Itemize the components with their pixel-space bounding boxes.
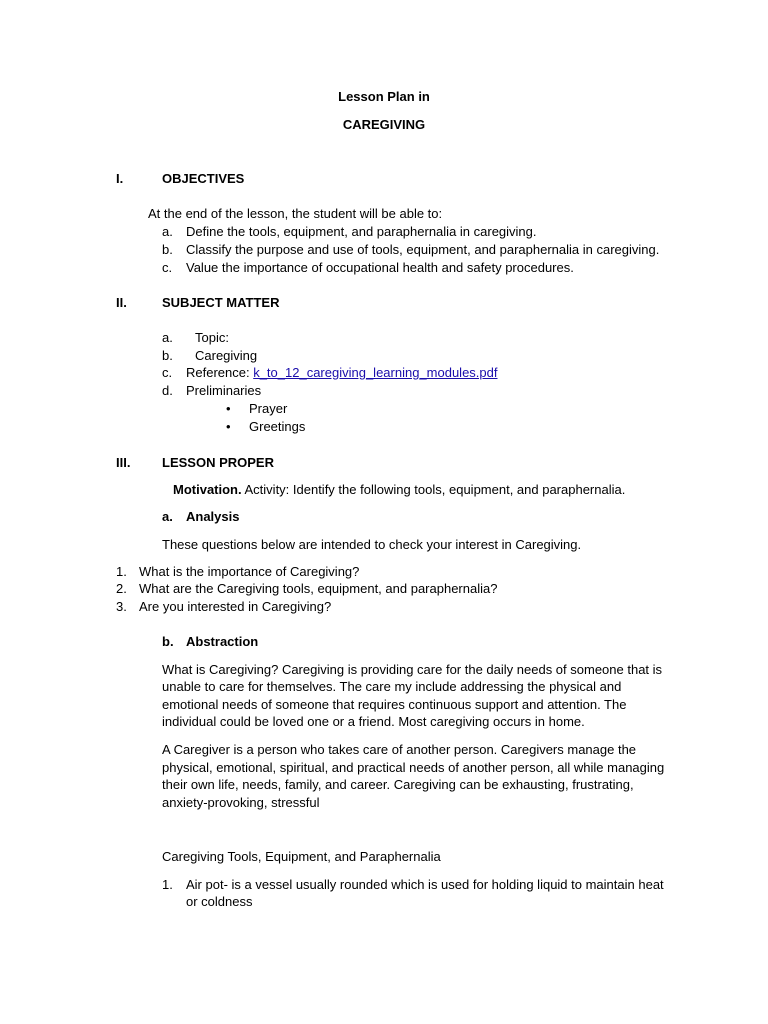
paragraph-line: physical, emotional, spiritual, and practical needs of another person, all while managing — [162, 760, 665, 775]
motivation-label: Motivation. — [173, 482, 242, 497]
paragraph-line: A Caregiver is a person who takes care of another person. Caregivers manage the — [162, 742, 637, 757]
paragraph-line: anxiety-provoking, stressful — [162, 795, 320, 810]
objective-item: Define the tools, equipment, and paraphernalia in caregiving. — [186, 224, 537, 239]
subject-item: Topic: — [195, 330, 229, 345]
list-marker: b. — [162, 242, 173, 257]
objectives-intro: At the end of the lesson, the student will be able to: — [148, 206, 443, 221]
question-item: Are you interested in Caregiving? — [139, 599, 332, 614]
list-marker: a. — [162, 224, 173, 239]
subsection-marker: a. — [162, 509, 173, 524]
list-marker: c. — [162, 365, 173, 380]
question-item: What are the Caregiving tools, equipment, and paraphernalia? — [139, 581, 498, 596]
analysis-intro: These questions below are intended to check your interest in Caregiving. — [162, 537, 582, 552]
list-marker: d. — [162, 383, 173, 398]
list-marker: b. — [162, 348, 173, 363]
section-numeral: III. — [116, 455, 131, 470]
subsection-marker: b. — [162, 634, 174, 649]
section-heading-objectives: OBJECTIVES — [162, 171, 245, 186]
subject-item: Preliminaries — [186, 383, 262, 398]
list-marker: a. — [162, 330, 173, 345]
subject-item: Caregiving — [195, 348, 258, 363]
list-marker: 2. — [116, 581, 127, 596]
paragraph-line: individual could be loved one or a friend. Most caregiving occurs in home. — [162, 714, 585, 729]
paragraph-line: emotional needs of someone that requires continuous support and attention. The — [162, 697, 627, 712]
section-heading-lesson-proper: LESSON PROPER — [162, 455, 274, 470]
subsection-heading-abstraction: Abstraction — [186, 634, 259, 649]
list-marker: 3. — [116, 599, 127, 614]
doc-title: Lesson Plan in — [338, 89, 430, 104]
list-marker: 1. — [162, 877, 173, 892]
bullet-item: Greetings — [249, 419, 306, 434]
tools-heading: Caregiving Tools, Equipment, and Paraphernalia — [162, 849, 441, 864]
tool-item-line: Air pot- is a vessel usually rounded which is used for holding liquid to maintain heat — [186, 877, 664, 892]
paragraph-line: their own life, needs, family, and career. Caregiving can be exhausting, frustrating, — [162, 777, 634, 792]
bullet-icon: • — [226, 401, 231, 416]
doc-subject-title: CAREGIVING — [342, 117, 426, 132]
list-marker: 1. — [116, 564, 127, 579]
paragraph-line: unable to care for themselves. The care my include addressing the physical and — [162, 679, 622, 694]
subject-item-reference — [186, 364, 498, 381]
section-numeral: I. — [116, 171, 124, 186]
motivation-line — [173, 481, 625, 498]
list-marker: c. — [162, 260, 173, 275]
objective-item: Classify the purpose and use of tools, equipment, and paraphernalia in caregiving. — [186, 242, 660, 257]
question-item: What is the importance of Caregiving? — [139, 564, 360, 579]
bullet-item: Prayer — [249, 401, 288, 416]
paragraph-line: What is Caregiving? Caregiving is providing care for the daily needs of someone that is — [162, 662, 663, 677]
reference-link[interactable]: k_to_12_caregiving_learning_modules.pdf — [253, 365, 498, 380]
motivation-text: Activity: Identify the following tools, equipment, and paraphernalia. — [241, 482, 626, 497]
section-numeral: II. — [116, 295, 127, 310]
bullet-icon: • — [226, 419, 231, 434]
tool-item-line: or coldness — [186, 894, 253, 909]
section-heading-subject-matter: SUBJECT MATTER — [162, 295, 280, 310]
reference-label: Reference: — [186, 365, 254, 380]
subsection-heading-analysis: Analysis — [186, 509, 240, 524]
objective-item: Value the importance of occupational health and safety procedures. — [186, 260, 574, 275]
